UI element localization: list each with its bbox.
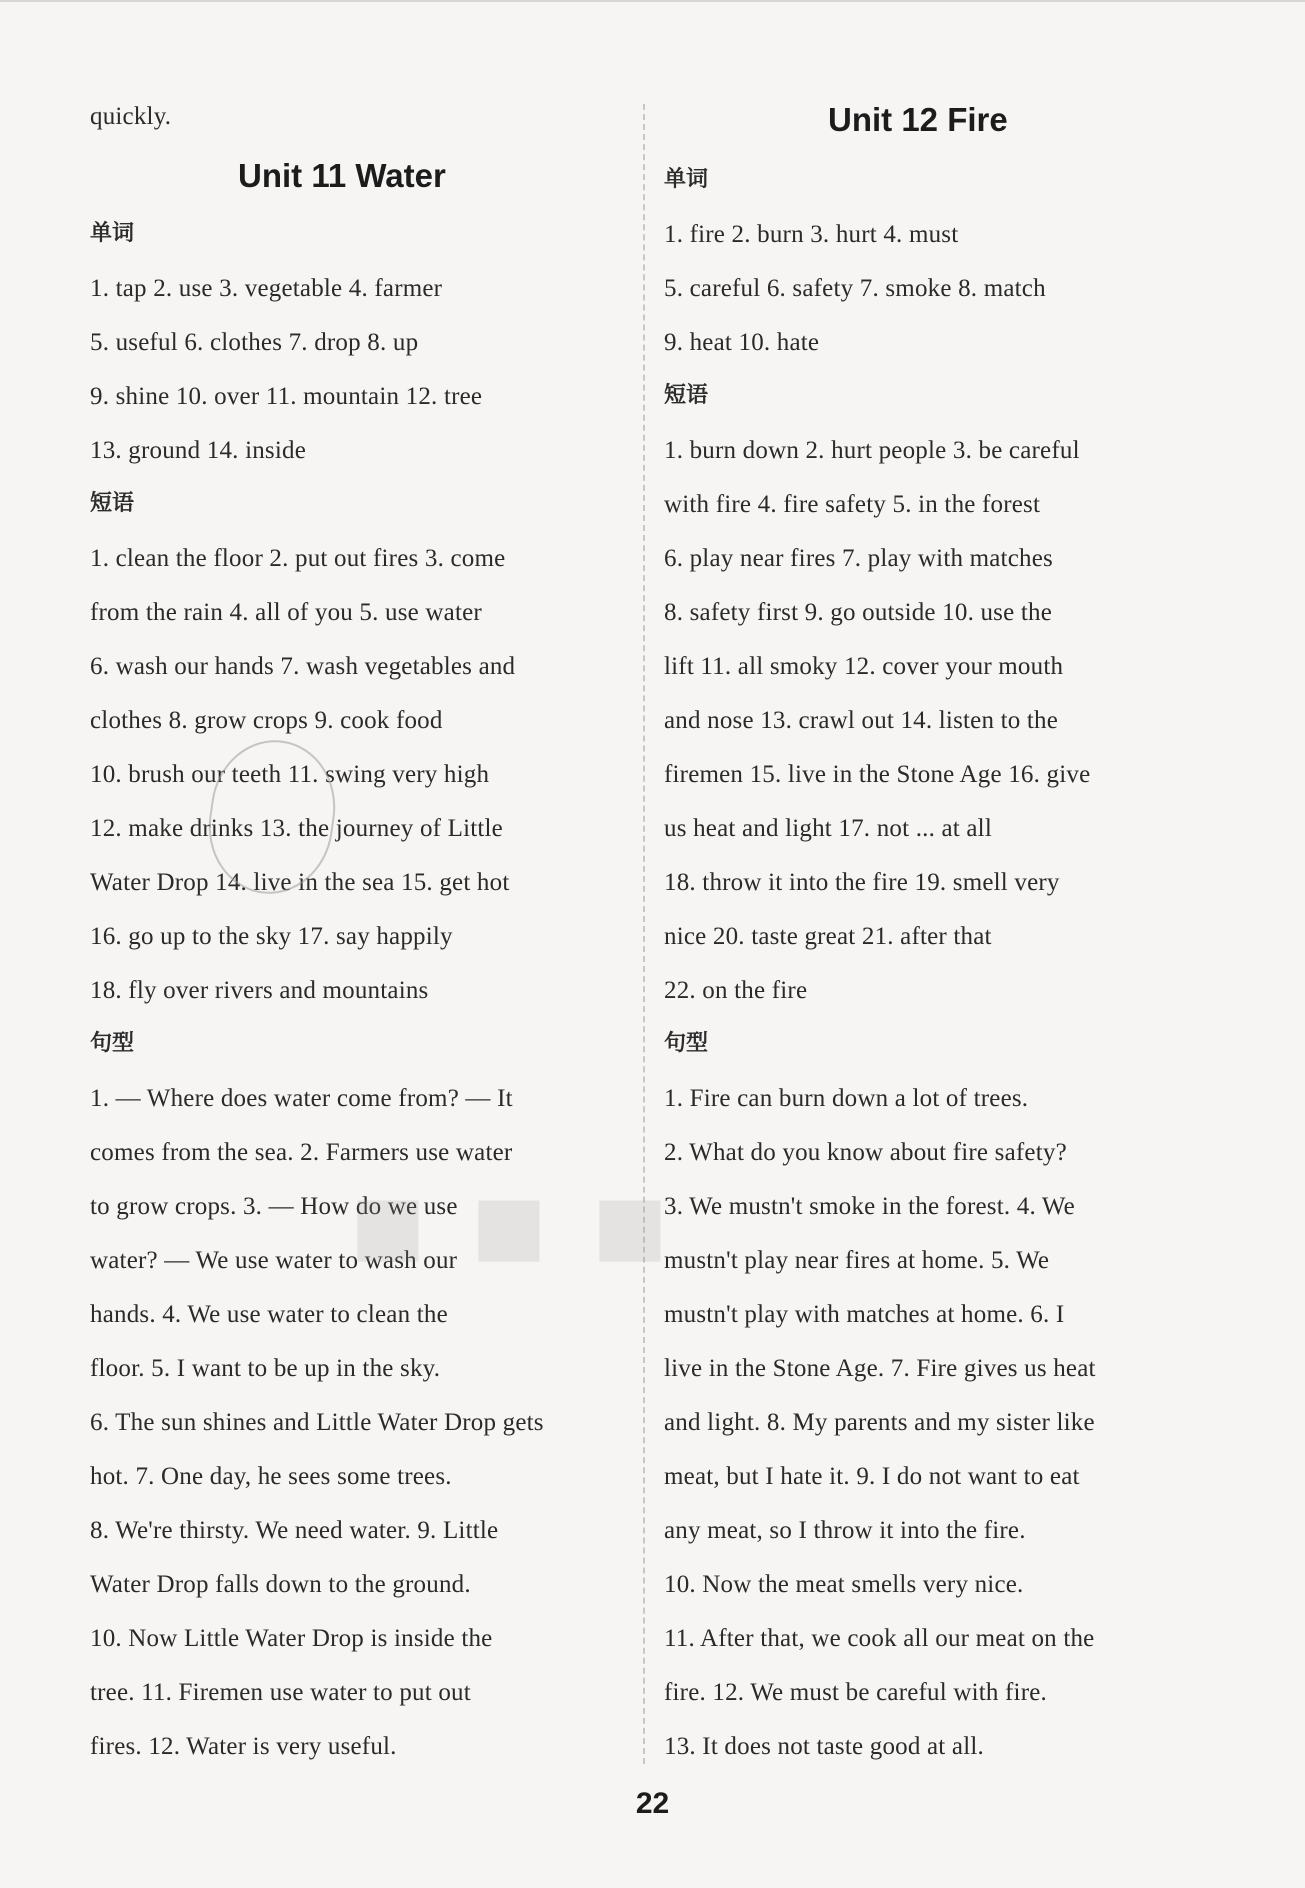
phrases-label: 短语 — [664, 383, 709, 408]
phrase-line: 6. wash our hands 7. wash vegetables and — [90, 653, 516, 680]
sentence-line: Water Drop falls down to the ground. — [90, 1571, 471, 1598]
sentence-line: meat, but I hate it. 9. I do not want to eat — [664, 1463, 1080, 1490]
phrase-line: from the rain 4. all of you 5. use water — [90, 599, 482, 626]
sentence-line: tree. 11. Firemen use water to put out — [90, 1679, 471, 1706]
sentence-line: 10. Now Little Water Drop is inside the — [90, 1625, 493, 1652]
phrase-line: us heat and light 17. not ... at all — [664, 815, 992, 842]
vocab-line: 1. tap 2. use 3. vegetable 4. farmer — [90, 275, 443, 302]
vocab-line: 13. ground 14. inside — [90, 437, 306, 464]
vocab-line: 9. shine 10. over 11. mountain 12. tree — [90, 383, 483, 410]
phrase-line: lift 11. all smoky 12. cover your mouth — [664, 653, 1064, 680]
sentence-line: to grow crops. 3. — How do we use — [90, 1193, 458, 1220]
phrases-label: 短语 — [90, 491, 135, 516]
phrase-line: nice 20. taste great 21. after that — [664, 923, 992, 950]
sentence-line: floor. 5. I want to be up in the sky. — [90, 1355, 441, 1382]
phrase-line: 18. fly over rivers and mountains — [90, 977, 429, 1004]
sentence-line: hands. 4. We use water to clean the — [90, 1301, 448, 1328]
sentences-label: 句型 — [664, 1031, 709, 1056]
sentence-line: live in the Stone Age. 7. Fire gives us heat — [664, 1355, 1096, 1382]
sentence-line: 1. Fire can burn down a lot of trees. — [664, 1085, 1029, 1112]
vocab-label: 单词 — [90, 221, 135, 246]
sentence-line: 2. What do you know about fire safety? — [664, 1139, 1067, 1166]
vocab-line: 1. fire 2. burn 3. hurt 4. must — [664, 221, 959, 248]
sentences-label: 句型 — [90, 1031, 135, 1056]
phrase-line: Water Drop 14. live in the sea 15. get hot — [90, 869, 510, 896]
phrase-line: 16. go up to the sky 17. say happily — [90, 923, 453, 950]
phrase-line: 18. throw it into the fire 19. smell very — [664, 869, 1060, 896]
sentence-line: 1. — Where does water come from? — It — [90, 1085, 513, 1112]
phrase-line: 1. burn down 2. hurt people 3. be careful — [664, 437, 1080, 464]
sentence-line: 3. We mustn't smoke in the forest. 4. We — [664, 1193, 1075, 1220]
top-rule — [0, 0, 1305, 2]
page-number: 22 — [635, 1787, 670, 1820]
unit-12-title: Unit 12 Fire — [828, 101, 1008, 138]
vocab-label: 单词 — [664, 167, 709, 192]
sentence-line: fire. 12. We must be careful with fire. — [664, 1679, 1047, 1706]
sentence-line: 13. It does not taste good at all. — [664, 1733, 984, 1760]
phrase-line: 10. brush our teeth 11. swing very high — [90, 761, 490, 788]
phrase-line: clothes 8. grow crops 9. cook food — [90, 707, 443, 734]
sentence-line: 6. The sun shines and Little Water Drop gets — [90, 1409, 544, 1436]
phrase-line: 12. make drinks 13. the journey of Little — [90, 815, 503, 842]
phrase-line: firemen 15. live in the Stone Age 16. give — [664, 761, 1091, 788]
sentence-line: 11. After that, we cook all our meat on the — [664, 1625, 1095, 1652]
sentence-line: water? — We use water to wash our — [90, 1247, 458, 1274]
column-divider — [643, 104, 645, 1764]
sentence-line: fires. 12. Water is very useful. — [90, 1733, 397, 1760]
watermark: ■ ■ ■ — [350, 1178, 678, 1271]
sentence-line: mustn't play near fires at home. 5. We — [664, 1247, 1050, 1274]
vocab-line: 9. heat 10. hate — [664, 329, 820, 356]
sentence-line: any meat, so I throw it into the fire. — [664, 1517, 1026, 1544]
phrase-line: 22. on the fire — [664, 977, 808, 1004]
phrase-line: 1. clean the floor 2. put out fires 3. come — [90, 545, 506, 572]
vocab-line: 5. careful 6. safety 7. smoke 8. match — [664, 275, 1046, 302]
vocab-line: 5. useful 6. clothes 7. drop 8. up — [90, 329, 419, 356]
phrase-line: 6. play near fires 7. play with matches — [664, 545, 1053, 572]
phrase-line: and nose 13. crawl out 14. listen to the — [664, 707, 1059, 734]
unit-11-title: Unit 11 Water — [238, 157, 446, 194]
carryover-text: quickly. — [90, 103, 172, 130]
sentence-line: 10. Now the meat smells very nice. — [664, 1571, 1024, 1598]
phrase-line: with fire 4. fire safety 5. in the forest — [664, 491, 1041, 518]
sentence-line: hot. 7. One day, he sees some trees. — [90, 1463, 452, 1490]
sentence-line: 8. We're thirsty. We need water. 9. Little — [90, 1517, 499, 1544]
sentence-line: comes from the sea. 2. Farmers use water — [90, 1139, 513, 1166]
sentence-line: and light. 8. My parents and my sister like — [664, 1409, 1095, 1436]
sentence-line: mustn't play with matches at home. 6. I — [664, 1301, 1065, 1328]
phrase-line: 8. safety first 9. go outside 10. use the — [664, 599, 1052, 626]
